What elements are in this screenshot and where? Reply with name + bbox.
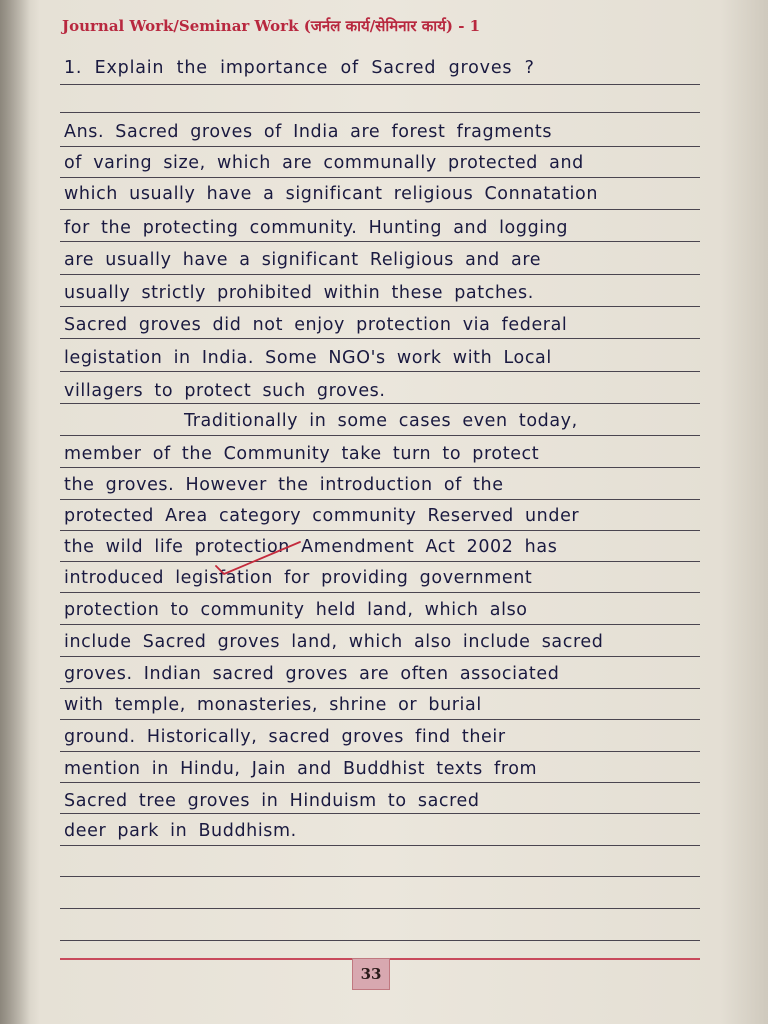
answer-line: groves. Indian sacred groves are often associated [64,664,560,684]
answer-line: which usually have a significant religious Connatation [64,184,599,204]
answer-line: include Sacred groves land, which also include sacred [64,632,604,652]
answer-line: Sacred tree groves in Hinduism to sacred [64,791,480,811]
answer-line: protection to community held land, which also [64,600,528,620]
answer-line: of varing size, which are communally protected and [64,153,584,173]
answer-line: introduced legisfation for providing government [64,568,533,588]
page-header-title: Journal Work/Seminar Work (जर्नल कार्य/सेमिनार कार्य) - 1 [62,17,481,35]
answer-line: protected Area category community Reserved under [64,506,580,526]
answer-line: for the protecting community. Hunting and logging [64,218,569,238]
answer-line: mention in Hindu, Jain and Buddhist texts from [64,759,538,779]
ruled-line [60,940,700,941]
ruled-line [60,908,700,909]
answer-line: are usually have a significant Religious and are [64,250,542,270]
answer-line: Traditionally in some cases even today, [184,411,578,431]
answer-line: legistation in India. Some NGO's work with Local [64,348,552,368]
red-check-mark-icon [214,538,304,578]
page-fold-shadow [0,0,30,1024]
answer-line: deer park in Buddhism. [64,821,297,841]
question-text: 1. Explain the importance of Sacred groves ? [64,58,535,78]
page-number: 33 [352,958,390,990]
answer-line: the groves. However the introduction of the [64,475,504,495]
ruled-line [60,876,700,877]
answer-line: usually strictly prohibited within these patches. [64,283,534,303]
ruled-line [60,112,700,113]
answer-line: the wild life protection Amendment Act 2002 has [64,537,558,557]
answer-line: member of the Community take turn to protect [64,444,540,464]
answer-line: Ans. Sacred groves of India are forest fragments [64,122,553,142]
answer-line: Sacred groves did not enjoy protection via federal [64,315,568,335]
answer-line: ground. Historically, sacred groves find their [64,727,506,747]
answer-line: with temple, monasteries, shrine or burial [64,695,482,715]
answer-line: villagers to protect such groves. [64,381,386,401]
ruled-line [60,84,700,85]
